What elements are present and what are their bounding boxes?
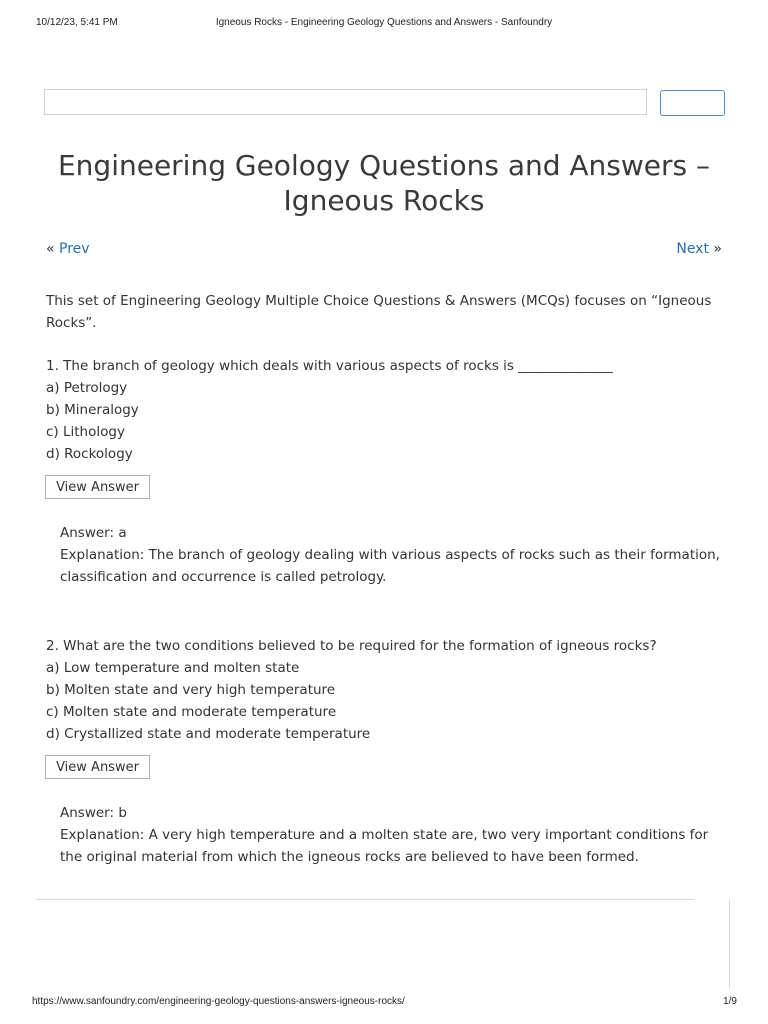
- print-url: https://www.sanfoundry.com/engineering-geology-questions-answers-igneous-rocks/: [32, 996, 405, 1007]
- option-item: b) Molten state and very high temperature: [46, 682, 336, 698]
- question-text: 1. The branch of geology which deals with various aspects of rocks is ______________: [46, 358, 613, 374]
- answer-block: [60, 802, 730, 868]
- print-footer: [0, 996, 768, 1010]
- explanation-text: Explanation: The branch of geology dealing with various aspects of rocks such as their formation, classification and occurrence is called petrology.: [60, 547, 720, 585]
- content-divider: [36, 899, 694, 900]
- sidebar-rule: [729, 900, 730, 988]
- answer-text: Answer: b: [60, 805, 127, 821]
- next-label: Next: [676, 241, 709, 257]
- search-input[interactable]: [44, 89, 647, 115]
- next-link[interactable]: [676, 240, 722, 258]
- option-item: c) Molten state and moderate temperature: [46, 704, 337, 720]
- explanation-text: Explanation: A very high temperature and a molten state are, two very important conditions for the original material from which the igneous rocks are believed to have been formed.: [60, 827, 709, 865]
- answer-block: [60, 522, 730, 588]
- view-answer-button[interactable]: View Answer: [45, 755, 150, 779]
- option-item: a) Low temperature and molten state: [46, 660, 300, 676]
- answer-text: Answer: a: [60, 525, 127, 541]
- intro-text: This set of Engineering Geology Multiple Choice Questions & Answers (MCQs) focuses on “Igneous Rocks”.: [46, 293, 712, 331]
- view-answer-button[interactable]: View Answer: [45, 475, 150, 499]
- prev-arrow-icon: «: [46, 241, 55, 257]
- page-number: 1/9: [723, 996, 737, 1007]
- next-arrow-icon: »: [713, 241, 722, 257]
- question-block: [46, 635, 736, 745]
- print-page-title: Igneous Rocks - Engineering Geology Questions and Answers - Sanfoundry: [215, 17, 553, 28]
- option-item: c) Lithology: [46, 424, 125, 440]
- option-item: d) Rockology: [46, 446, 133, 462]
- option-item: a) Petrology: [46, 380, 128, 396]
- print-datetime: 10/12/23, 5:41 PM: [36, 17, 118, 28]
- option-item: d) Crystallized state and moderate temperature: [46, 726, 371, 742]
- question-block: [46, 355, 736, 465]
- prev-link[interactable]: [46, 240, 90, 258]
- print-header: [0, 17, 768, 31]
- question-text: 2. What are the two conditions believed to be required for the formation of igneous rocks?: [46, 638, 657, 654]
- prev-label: Prev: [59, 241, 90, 257]
- page-title: Engineering Geology Questions and Answers – Igneous Rocks: [57, 149, 711, 217]
- search-button[interactable]: [660, 90, 725, 116]
- option-item: b) Mineralogy: [46, 402, 139, 418]
